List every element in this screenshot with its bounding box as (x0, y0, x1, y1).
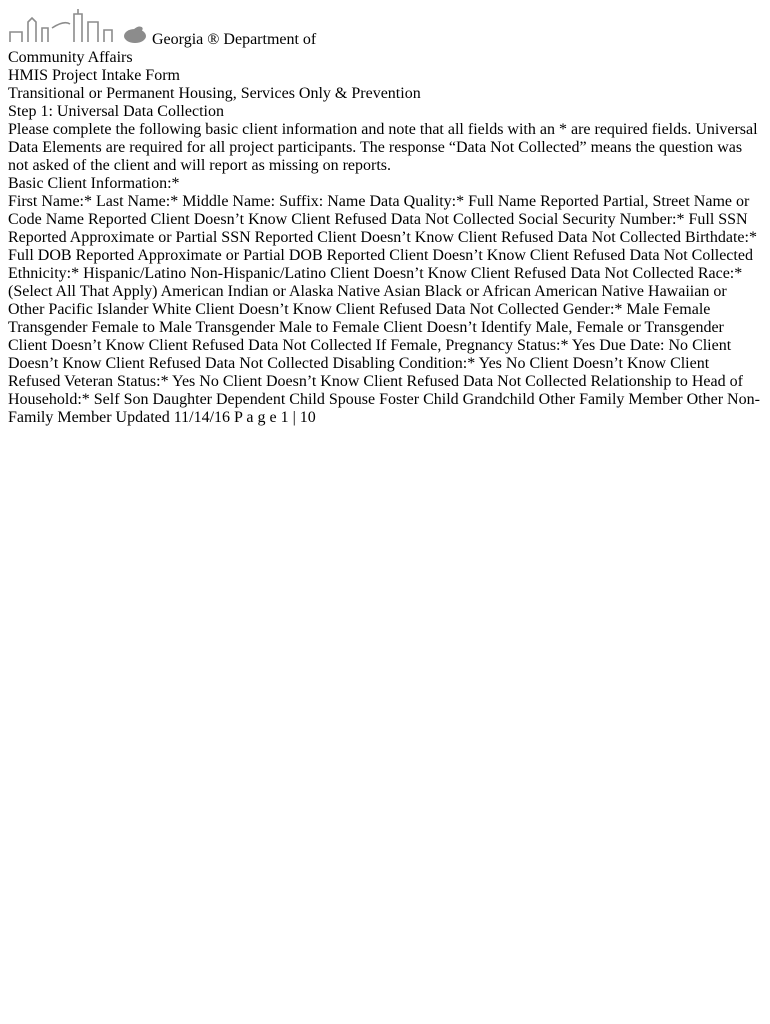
option-native-hawaiian-cont: Islander (96, 301, 149, 318)
option-veteran-no: No (199, 373, 219, 390)
birthdate-label: Birthdate:* (684, 229, 757, 246)
disabling-label: Disabling Condition:* (332, 355, 476, 372)
middle-name-label: Middle Name: (182, 193, 276, 210)
option-gender-doesnt-know: Client Doesn’t Know (8, 337, 145, 354)
option-disabling-refused: Client Refused (8, 355, 710, 390)
option-gender-not-collected: Data Not Collected (248, 337, 372, 354)
option-asian: Asian (383, 283, 421, 300)
option-foster-child: Foster Child (379, 391, 459, 408)
footer-page-word: P a g e (234, 409, 277, 426)
option-name-not-collected: Data Not Collected (390, 211, 515, 228)
option-race-not-collected: Data Not Collected (435, 301, 559, 318)
step-instructions: Please complete the following basic client information and note that all fields with an * are required fields. Universal Data Elements are required for all project participants. The response “Data Not Collected” means the question was not asked of the client and will report as missing on reports. (8, 121, 758, 174)
registered-icon: ® (207, 31, 220, 48)
option-female: Female (663, 301, 711, 318)
race-label-note: (Select All That Apply) (8, 283, 158, 300)
option-ssn-doesnt-know: Client Doesn’t Know (317, 229, 454, 246)
option-partial-ssn: Approximate or Partial SSN Reported (69, 229, 314, 246)
option-american-indian: American Indian or Alaska Native (160, 283, 381, 300)
gender-label: Gender:* (562, 301, 623, 318)
ethnicity-label: Ethnicity:* (8, 265, 80, 282)
option-preg-refused: Client Refused (105, 355, 202, 372)
form-page (8, 8, 762, 427)
option-white: White (152, 301, 192, 318)
pregnancy-label: If Female, Pregnancy Status:* (375, 337, 569, 354)
option-full-name: Full Name Reported (468, 193, 599, 210)
option-not-identify: Client Doesn’t Identify Male, (383, 319, 573, 336)
option-dob-doesnt-know: Client Doesn’t Know (389, 247, 526, 264)
option-partial-dob-cont: Reported (326, 247, 386, 264)
option-non-hispanic: Non-Hispanic/Latino (190, 265, 327, 282)
option-veteran-yes: Yes (171, 373, 196, 390)
relationship-label: Relationship to Head of Household:* (8, 373, 743, 408)
veteran-label: Veteran Status:* (64, 373, 169, 390)
option-trans-f-to-m: Transgender Female to Male (8, 319, 192, 336)
logo-department: Department of (223, 31, 317, 48)
option-race-doesnt-know: Client Doesn’t Know (195, 301, 332, 318)
ssn-label: Social Security Number:* (518, 211, 685, 228)
option-other-non-family: Other Non-Family Member (8, 391, 760, 426)
georgia-peach-icon (122, 24, 148, 44)
option-name-doesnt-know: Client Doesn’t Know (150, 211, 288, 228)
form-title: HMIS Project Intake Form (8, 67, 180, 84)
option-son: Son (123, 391, 149, 408)
option-partial-name-cont: Code Name Reported (8, 211, 147, 228)
option-dependent-child: Dependent Child (216, 391, 325, 408)
option-daughter: Daughter (152, 391, 212, 408)
option-pregnant-yes: Yes (571, 337, 596, 354)
race-label-text: Race:* (697, 265, 743, 282)
option-self: Self (93, 391, 120, 408)
logo-community-affairs: Community Affairs (8, 49, 133, 66)
option-eth-not-collected: Data Not Collected (570, 265, 694, 282)
option-veteran-not-collected: Data Not Collected (462, 373, 587, 390)
footer-page-total: 10 (299, 409, 316, 426)
option-name-refused: Client Refused (291, 211, 387, 228)
option-native-hawaiian: Native Hawaiian or Other Pacific (8, 283, 727, 318)
suffix-label: Suffix: (279, 193, 324, 210)
option-dob-not-collected: Data Not Collected (629, 247, 753, 264)
option-hispanic: Hispanic/Latino (83, 265, 187, 282)
option-full-ssn: Full SSN Reported (8, 211, 748, 246)
footer-page-number: P a g e 1 | 10 (234, 409, 316, 426)
option-partial-dob: Approximate or Partial DOB (137, 247, 323, 264)
skyline-icon (8, 8, 118, 44)
first-name-label: First Name:* (8, 193, 92, 210)
option-ssn-not-collected: Data Not Collected (557, 229, 681, 246)
option-grandchild: Grandchild (462, 391, 535, 408)
option-gender-refused: Client Refused (148, 337, 245, 354)
option-black: Black or African American (424, 283, 598, 300)
option-disabling-doesnt-know: Client Doesn’t Know (529, 355, 667, 372)
option-eth-doesnt-know: Client Doesn’t Know (330, 265, 467, 282)
last-name-label: Last Name:* (96, 193, 179, 210)
option-spouse: Spouse (328, 391, 376, 408)
option-disabling-no: No (505, 355, 526, 372)
form-subtitle: Transitional or Permanent Housing, Services Only & Prevention (8, 85, 421, 102)
option-veteran-refused: Client Refused (363, 373, 459, 390)
option-not-identify-cont: Female or Transgender (576, 319, 724, 336)
logo-georgia: Georgia (152, 31, 204, 48)
footer-page-current: 1 (280, 409, 289, 426)
due-date-label: Due Date: (599, 337, 665, 354)
option-ssn-refused: Client Refused (457, 229, 554, 246)
option-preg-not-collected: Data Not Collected (205, 355, 329, 372)
option-male: Male (626, 301, 660, 318)
option-partial-name: Partial, Street Name or (602, 193, 750, 210)
option-veteran-doesnt-know: Client Doesn’t Know (222, 373, 360, 390)
footer-updated: Updated 11/14/16 (115, 409, 231, 426)
option-race-refused: Client Refused (335, 301, 432, 318)
basic-info-heading: Basic Client Information:* (8, 175, 180, 192)
step-heading: Step 1: Universal Data Collection (8, 103, 224, 120)
option-other-family: Other Family Member (538, 391, 683, 408)
dca-logo (8, 8, 762, 67)
option-trans-m-to-f: Transgender Male to Female (195, 319, 380, 336)
name-quality-label: Name Data Quality:* (327, 193, 465, 210)
option-pregnant-no: No (668, 337, 689, 354)
option-eth-refused: Client Refused (470, 265, 567, 282)
option-full-dob: Full DOB Reported (8, 247, 135, 264)
option-disabling-yes: Yes (478, 355, 502, 372)
option-dob-refused: Client Refused (529, 247, 626, 264)
option-preg-doesnt-know: Client Doesn’t Know (8, 337, 732, 372)
